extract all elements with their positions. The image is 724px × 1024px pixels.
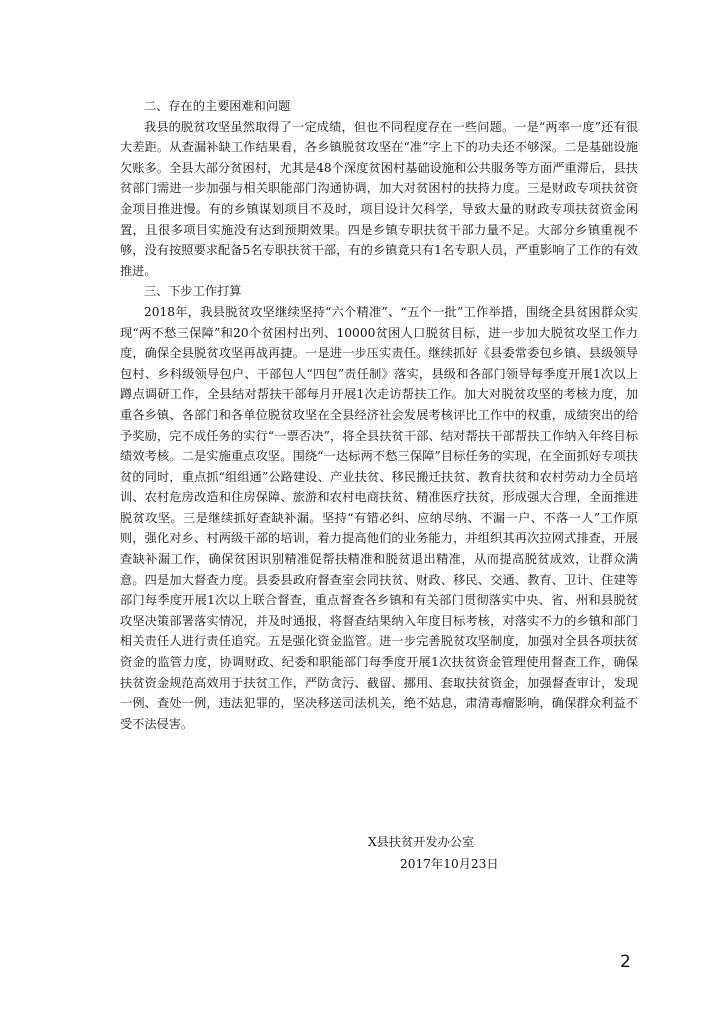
signature-office: X县扶贫开发办公室 bbox=[368, 835, 475, 849]
signature-date: 2017年10月23日 bbox=[400, 857, 499, 871]
page-number: 2 bbox=[620, 952, 631, 972]
section-heading-problems: 二、存在的主要困难和问题 bbox=[144, 99, 291, 113]
problems-paragraph: 我县的脱贫攻坚虽然取得了一定成绩，但也不同程度存在一些问题。一是“两率一度”还有很大差距。从查漏补缺工作结果看，各乡镇脱贫攻坚在“准”字上下的功夫还不够深。二是基础设施欠账多。全县大部分贫困村，尤其是48个深度贫困村基础设施和公共服务等方面严重滞后，县扶贫部门需进一步加强与相关职能部门沟通协调，加大对贫困村的扶持力度。三是财政专项扶贫资金项目推进慢。有的乡镇谋划项目不及时，项目设计欠科学，导致大量的财政专项扶贫资金闲置，且很多项目实施没有达到预期效果。四是乡镇专职扶贫干部力量不足。大部分乡镇重视不够，没有按照要求配备5名专职扶贫干部，有的乡镇竟只有1名专职人员，严重影响了工作的有效推进。 bbox=[120, 119, 638, 278]
section-heading-plan: 三、下步工作打算 bbox=[144, 284, 242, 299]
document-body bbox=[120, 96, 638, 734]
plan-paragraph: 2018年，我县脱贫攻坚继续坚持“六个精准”、“五个一批”工作举措，围绕全县贫困群众实现“两不愁三保障”和20个贫困村出列、10000贫困人口脱贫目标，进一步加大脱贫攻坚工作力度，确保全县脱贫攻坚再战再捷。一是进一步压实责任。继续抓好《县委常委包乡镇、县级领导包村、乡科级领导包户、干部包人“四包”责任制》落实，县级和各部门领导每季度开展1次以上蹲点调研工作，全县结对帮扶干部每月开展1次走访帮扶工作。加大对脱贫攻坚的考核力度，加重各乡镇、各部门和各单位脱贫攻坚在全县经济社会发展考核评比工作中的权重，成绩突出的给予奖励，完不成任务的实行“一票否决”，将全县扶贫干部、结对帮扶干部帮扶工作纳入年终目标绩效考核。二是实施重点攻坚。围绕“一达标两不愁三保障”目标任务的实现，在全面抓好专项扶贫的同时，重点抓“组组通”公路建设、产业扶贫、移民搬迁扶贫、教育扶贫和农村劳动力全员培训、农村危房改造和住房保障、旅游和农村电商扶贫、精准医疗扶贫，形成强大合理，全面推进脱贫攻坚。三是继续抓好查缺补漏。坚持“有错必纠、应纳尽纳、不漏一户、不落一人”工作原则，强化对乡、村两级干部的培训，着力提高他们的业务能力，并组织其再次拉网式排查，开展查缺补漏工作，确保贫困识别精准促帮扶精准和脱贫退出精准，从而提高脱贫成效，让群众满意。四是加大督查力度。县委县政府督查室会同扶贫、财政、移民、交通、教育、卫计、住建等部门每季度开展1次以上联合督查，重点督查各乡镇和有关部门贯彻落实中央、省、州和县脱贫攻坚决策部署落实情况，并及时通报，将督查结果纳入年度目标考核，对落实不力的乡镇和部门相关责任人进行责任追究。五是强化资金监管。进一步完善脱贫攻坚制度，加强对全县各项扶贫资金的监管力度，协调财政、纪委和职能部门每季度开展1次扶贫资金管理使用督查工作，确保扶贫资金规范高效用于扶贫工作，严防贪污、截留、挪用、套取扶贫资金，加强督查审计，发现一例、查处一例，违法犯罪的，坚决移送司法机关，绝不姑息，肃清毒瘤影响，确保群众利益不受不法侵害。 bbox=[120, 304, 638, 731]
